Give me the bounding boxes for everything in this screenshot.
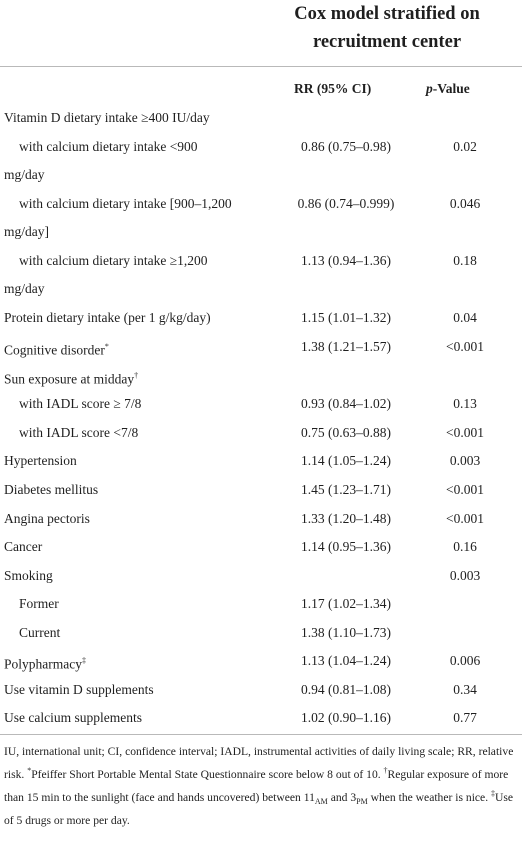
row-label-line1: with calcium dietary intake ≥1,200 bbox=[19, 253, 208, 268]
row-p-value: 0.046 bbox=[449, 196, 481, 211]
footnote-mark: ‡ bbox=[81, 656, 86, 665]
row-rr: 1.14 (0.95–1.36) bbox=[301, 539, 391, 554]
top-divider bbox=[0, 66, 522, 67]
row-label: Diabetes mellitus bbox=[4, 482, 99, 497]
row-label-line1: with calcium dietary intake [900–1,200 bbox=[19, 196, 232, 211]
row-label: Smoking bbox=[4, 568, 53, 583]
header-title-line2: recruitment center bbox=[312, 32, 462, 52]
row-label bbox=[4, 133, 272, 189]
header-title-line1: Cox model stratified on bbox=[294, 4, 480, 24]
row-rr: 1.02 (0.90–1.16) bbox=[301, 710, 391, 725]
row-rr: 1.45 (1.23–1.71) bbox=[301, 482, 391, 497]
row-label-line2: mg/day bbox=[4, 281, 45, 296]
row-rr: 1.17 (1.02–1.34) bbox=[301, 596, 391, 611]
row-label: Cancer bbox=[4, 539, 43, 554]
table-footnote: IU, international unit; CI, confidence interval; IADL, instrumental activities of daily living scale; RR, relative risk. *Pfeiffer Short Portable Mental State Questionnaire score below 8 out of 10. †Regular exposure of more than 15 min to the sunlight (face and hands uncovered) between $11_{AM}$ and $3_{PM}$ when the weather is nice. ‡Use of 5 drugs or more per day. bbox=[4, 745, 514, 828]
row-label: Cognitive disorder* bbox=[4, 342, 109, 358]
row-label: with IADL score <7/8 bbox=[19, 425, 139, 440]
column-header-p: p bbox=[426, 81, 433, 96]
row-label: Hypertension bbox=[4, 453, 77, 468]
row-rr: 1.13 (1.04–1.24) bbox=[301, 653, 391, 668]
bottom-divider bbox=[0, 734, 522, 735]
row-p-value: <0.001 bbox=[446, 511, 484, 526]
table-header-title bbox=[262, 0, 512, 56]
row-rr: 1.38 (1.21–1.57) bbox=[301, 339, 391, 354]
column-header-rr: RR (95% CI) bbox=[294, 81, 372, 96]
row-p-value: 0.003 bbox=[449, 568, 481, 583]
row-label: Former bbox=[19, 596, 59, 611]
row-rr: 0.86 (0.74–0.999) bbox=[297, 196, 395, 211]
row-label: with IADL score ≥ 7/8 bbox=[19, 396, 142, 411]
row-label: Use vitamin D supplements bbox=[4, 682, 154, 697]
row-p-value: <0.001 bbox=[446, 425, 484, 440]
row-rr: 0.75 (0.63–0.88) bbox=[301, 425, 391, 440]
row-p-value: 0.77 bbox=[453, 710, 477, 725]
row-label: Polypharmacy‡ bbox=[4, 656, 86, 672]
row-p-value: 0.003 bbox=[449, 453, 481, 468]
row-rr: 0.86 (0.75–0.98) bbox=[301, 139, 391, 154]
row-rr: 1.38 (1.10–1.73) bbox=[301, 625, 391, 640]
row-p-value: 0.34 bbox=[453, 682, 477, 697]
row-p-value: 0.16 bbox=[453, 539, 477, 554]
row-p-value: 0.13 bbox=[453, 396, 477, 411]
row-p-value: 0.006 bbox=[449, 653, 481, 668]
footnote-mark: * bbox=[104, 342, 109, 351]
row-label: Sun exposure at midday† bbox=[4, 371, 139, 387]
row-label: Protein dietary intake (per 1 g/kg/day) bbox=[4, 310, 211, 325]
row-label-line1: with calcium dietary intake <900 bbox=[19, 139, 198, 154]
row-label: Use calcium supplements bbox=[4, 710, 142, 725]
row-label: Vitamin D dietary intake ≥400 IU/day bbox=[4, 110, 210, 125]
row-p-value: 0.18 bbox=[453, 253, 477, 268]
row-label-line2: mg/day bbox=[4, 167, 45, 182]
row-label: Angina pectoris bbox=[4, 511, 90, 526]
column-header-value: -Value bbox=[432, 81, 470, 96]
row-rr: 1.13 (0.94–1.36) bbox=[301, 253, 391, 268]
row-label bbox=[4, 247, 272, 303]
row-p-value: <0.001 bbox=[446, 482, 484, 497]
row-label: Current bbox=[19, 625, 61, 640]
row-p-value: <0.001 bbox=[446, 339, 484, 354]
row-rr: 1.15 (1.01–1.32) bbox=[301, 310, 391, 325]
column-header-p-value bbox=[426, 81, 470, 97]
row-label-line2: mg/day] bbox=[4, 224, 49, 239]
row-rr: 0.94 (0.81–1.08) bbox=[301, 682, 391, 697]
row-label bbox=[4, 190, 272, 246]
row-rr: 0.93 (0.84–1.02) bbox=[301, 396, 391, 411]
row-rr: 1.33 (1.20–1.48) bbox=[301, 511, 391, 526]
row-p-value: 0.02 bbox=[453, 139, 477, 154]
row-p-value: 0.04 bbox=[453, 310, 477, 325]
row-rr: 1.14 (1.05–1.24) bbox=[301, 453, 391, 468]
footnote-mark: † bbox=[134, 371, 139, 380]
